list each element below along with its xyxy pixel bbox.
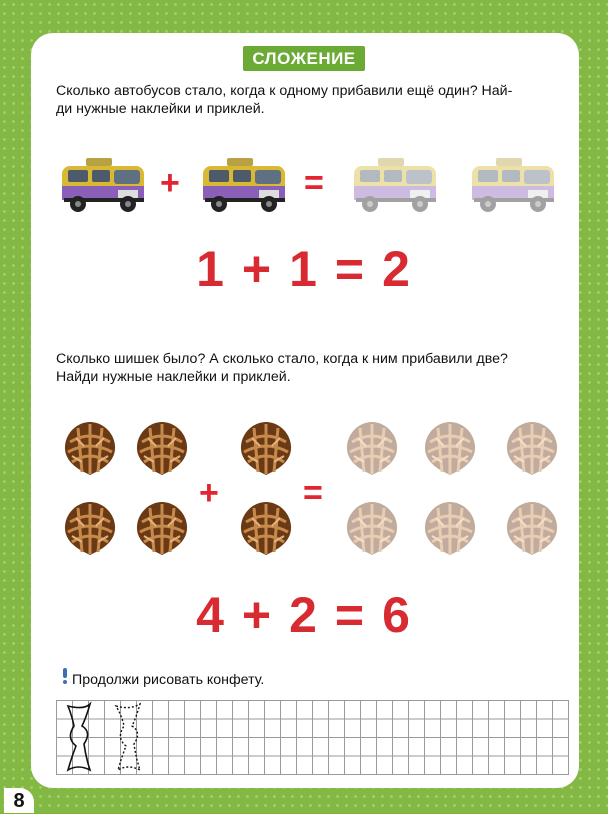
- page-number: 8: [4, 788, 34, 813]
- task1-text-line2: ди нужные наклейки и приклей.: [56, 101, 265, 117]
- cone-sticker-placeholder-6: [502, 498, 562, 556]
- task3-text: Продолжи рисовать конфету.: [72, 672, 265, 688]
- task1-text-line1: Сколько автобусов стало, когда к одному прибавили ещё один? Най-: [56, 83, 513, 99]
- pine-cone-4: [132, 498, 192, 556]
- task2-text-line1: Сколько шишек было? А сколько стало, когда к ним прибавили две?: [56, 351, 508, 367]
- cone-sticker-placeholder-2: [420, 418, 480, 476]
- cone-sticker-placeholder-3: [502, 418, 562, 476]
- pine-cone-3: [60, 498, 120, 556]
- section-title: СЛОЖЕНИЕ: [0, 46, 608, 71]
- task1-equals-sign: =: [304, 164, 324, 202]
- task2-equals-sign: =: [303, 474, 323, 512]
- pine-cone-2: [132, 418, 192, 476]
- pine-cone-1: [60, 418, 120, 476]
- bus-sticker-placeholder-1: [348, 156, 442, 216]
- cone-sticker-placeholder-1: [342, 418, 402, 476]
- task2-text-line2: Найди нужные наклейки и приклей.: [56, 369, 291, 385]
- bus-image-2: [197, 156, 291, 216]
- task2-equation: 4 + 2 = 6: [196, 587, 412, 643]
- pine-cone-5: [236, 418, 296, 476]
- bus-image-1: [56, 156, 150, 216]
- pine-cone-6: [236, 498, 296, 556]
- exclamation-icon: [62, 668, 68, 684]
- cone-sticker-placeholder-5: [420, 498, 480, 556]
- task2-plus-sign: +: [199, 474, 219, 512]
- cone-sticker-placeholder-4: [342, 498, 402, 556]
- task1-plus-sign: +: [160, 164, 180, 202]
- candy-drawing-sample: [56, 700, 176, 774]
- bus-sticker-placeholder-2: [466, 156, 560, 216]
- task1-equation: 1 + 1 = 2: [196, 241, 412, 297]
